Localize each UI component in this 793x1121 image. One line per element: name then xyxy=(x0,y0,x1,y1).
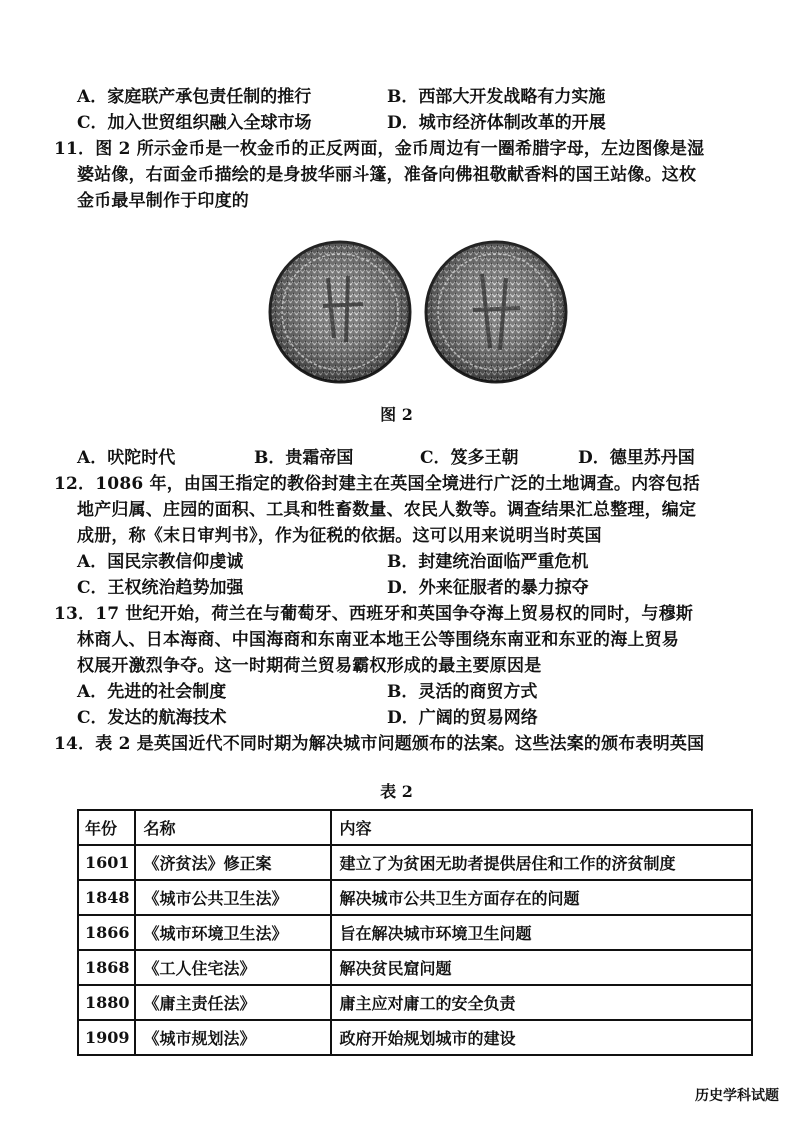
q12-option-a: A．国民宗教信仰虔诚 xyxy=(77,552,244,572)
header-name: 名称 xyxy=(135,810,331,845)
cell-year: 1601 xyxy=(78,845,135,880)
table-row xyxy=(78,845,752,880)
laws-table xyxy=(77,809,753,1056)
q13-line-2: 林商人、日本海商、中国海商和东南亚本地王公等围绕东南亚和东亚的海上贸易 xyxy=(77,630,679,650)
coin-reverse xyxy=(426,242,566,382)
q11-line-2: 婆站像，右面金币描绘的是身披华丽斗篷，准备向佛祖敬献香料的国王站像。这枚 xyxy=(77,165,697,185)
header-year: 年份 xyxy=(78,810,135,845)
header-content: 内容 xyxy=(331,810,752,845)
q13-option-c: C．发达的航海技术 xyxy=(77,708,227,728)
cell-content: 政府开始规划城市的建设 xyxy=(331,1020,752,1055)
q12-option-d: D．外来征服者的暴力掠夺 xyxy=(387,578,589,598)
q11-line-3: 金币最早制作于印度的 xyxy=(77,191,249,211)
table-header-row xyxy=(78,810,752,845)
q11-option-c: C．笈多王朝 xyxy=(420,448,519,468)
q12-line-1: 12．1086 年，由国王指定的教俗封建主在英国全境进行广泛的土地调查。内容包括 xyxy=(54,474,700,494)
cell-content: 解决城市公共卫生方面存在的问题 xyxy=(331,880,752,915)
q11-line-1: 11．图 2 所示金币是一枚金币的正反两面，金币周边有一圈希腊字母，左边图像是湿 xyxy=(54,139,705,159)
table-caption: 表 2 xyxy=(380,782,413,801)
cell-year: 1866 xyxy=(78,915,135,950)
table-row xyxy=(78,950,752,985)
coin-image xyxy=(268,238,568,388)
cell-name: 《城市环境卫生法》 xyxy=(135,915,331,950)
figure-caption: 图 2 xyxy=(380,405,413,424)
cell-name: 《工人住宅法》 xyxy=(135,950,331,985)
q10-option-b: B．西部大开发战略有力实施 xyxy=(387,87,606,107)
q14-line-1: 14．表 2 是英国近代不同时期为解决城市问题颁布的法案。这些法案的颁布表明英国 xyxy=(54,734,705,754)
cell-year: 1880 xyxy=(78,985,135,1020)
q12-line-3: 成册，称《末日审判书》，作为征税的依据。这可以用来说明当时英国 xyxy=(77,526,602,546)
cell-content: 建立了为贫困无助者提供居住和工作的济贫制度 xyxy=(331,845,752,880)
q11-option-d: D．德里苏丹国 xyxy=(578,448,695,468)
table-row xyxy=(78,880,752,915)
q11-option-a: A．吠陀时代 xyxy=(77,448,176,468)
cell-name: 《城市公共卫生法》 xyxy=(135,880,331,915)
cell-name: 《城市规划法》 xyxy=(135,1020,331,1055)
cell-year: 1848 xyxy=(78,880,135,915)
table-row xyxy=(78,915,752,950)
cell-content: 庸主应对庸工的安全负责 xyxy=(331,985,752,1020)
cell-content: 旨在解决城市环境卫生问题 xyxy=(331,915,752,950)
q11-option-b: B．贵霜帝国 xyxy=(254,448,354,468)
q10-option-c: C．加入世贸组织融入全球市场 xyxy=(77,113,312,133)
cell-name: 《济贫法》修正案 xyxy=(135,845,331,880)
q10-option-d: D．城市经济体制改革的开展 xyxy=(387,113,606,133)
cell-name: 《庸主责任法》 xyxy=(135,985,331,1020)
table-row xyxy=(78,985,752,1020)
q13-line-1: 13．17 世纪开始，荷兰在与葡萄牙、西班牙和英国争夺海上贸易权的同时，与穆斯 xyxy=(54,604,694,624)
q12-line-2: 地产归属、庄园的面积、工具和牲畜数量、农民人数等。调查结果汇总整理，编定 xyxy=(77,500,697,520)
q13-option-a: A．先进的社会制度 xyxy=(77,682,227,702)
q13-line-3: 权展开激烈争夺。这一时期荷兰贸易霸权形成的最主要原因是 xyxy=(77,656,542,676)
q12-option-b: B．封建统治面临严重危机 xyxy=(387,552,589,572)
table-row xyxy=(78,1020,752,1055)
cell-year: 1868 xyxy=(78,950,135,985)
cell-year: 1909 xyxy=(78,1020,135,1055)
coin-figure xyxy=(268,238,568,388)
footer-subject: 历史学科试题 xyxy=(695,1088,779,1104)
coin-obverse xyxy=(270,242,410,382)
q12-option-c: C．王权统治趋势加强 xyxy=(77,578,244,598)
q13-option-d: D．广阔的贸易网络 xyxy=(387,708,538,728)
q13-option-b: B．灵活的商贸方式 xyxy=(387,682,538,702)
q10-option-a: A．家庭联产承包责任制的推行 xyxy=(77,87,312,107)
cell-content: 解决贫民窟问题 xyxy=(331,950,752,985)
